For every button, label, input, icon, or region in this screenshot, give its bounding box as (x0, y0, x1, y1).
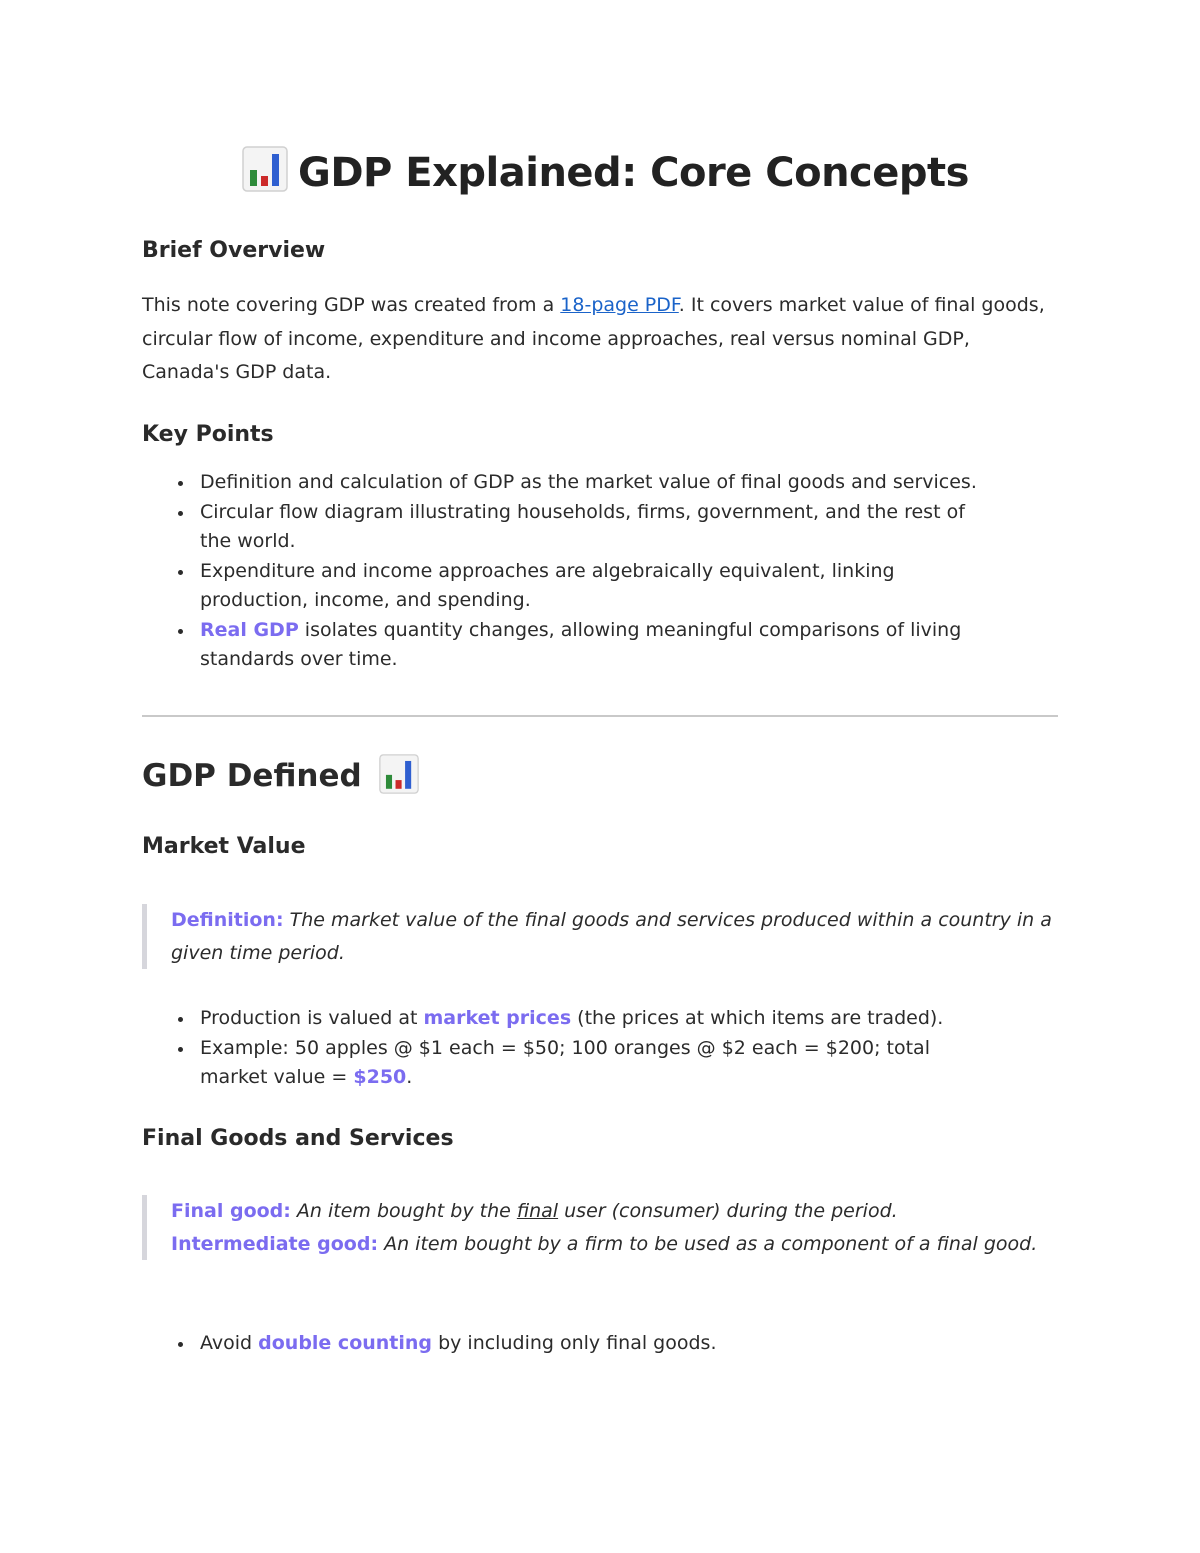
final-goods-list (178, 1329, 998, 1359)
list-item-text: (the prices at which items are traded). (571, 1007, 944, 1029)
overview-text-start: This note covering GDP was created from a (142, 294, 561, 316)
final-underlined: final (516, 1200, 559, 1222)
list-item-text: Avoid (200, 1332, 259, 1354)
market-value-heading: Market Value (142, 834, 306, 859)
bar-chart-icon (379, 754, 419, 794)
total-value-highlight: $250 (353, 1066, 407, 1088)
key-points-heading: Key Points (142, 422, 274, 447)
list-item-text: isolates quantity changes, allowing meaningful comparisons of living standards over time. (200, 618, 962, 670)
overview-text-end: . It covers market value of final goods, circular flow of income, expenditure and income approaches, real versus nominal GDP, Canada's GDP data. (142, 294, 1045, 383)
list-item-text: Production is valued at (200, 1007, 424, 1029)
list-item (178, 1034, 980, 1093)
overview-heading: Brief Overview (142, 238, 326, 263)
definition-text: The market value of the final goods and services produced within a country in a given time period. (171, 909, 1052, 964)
section-divider (142, 715, 1058, 717)
intermediate-good-label: Intermediate good: (171, 1232, 379, 1255)
definition-text: An item bought by a firm to be used as a component of a final good. (378, 1232, 1038, 1255)
list-item-text: Example: 50 apples @ $1 each = $50; 100 oranges @ $2 each = $200; total market value = (200, 1036, 930, 1088)
page-title (242, 146, 969, 196)
list-item (178, 1004, 998, 1034)
final-good-label: Final good: (171, 1200, 291, 1222)
key-points-list (178, 468, 998, 675)
definition-text: user (consumer) during the period. (558, 1200, 898, 1222)
list-item: Circular flow diagram illustrating households, firms, government, and the rest of the world. (178, 498, 998, 557)
list-item-text: . (406, 1066, 413, 1088)
section-heading-text: GDP Defined (142, 758, 362, 794)
final-good-definition (171, 1195, 1058, 1228)
market-prices-highlight: market prices (423, 1007, 572, 1029)
list-item-text: by including only final goods. (432, 1332, 717, 1354)
definition-text: An item bought by the (290, 1200, 517, 1222)
list-item (178, 1329, 998, 1359)
definition-callout (142, 904, 1058, 969)
list-item: Definition and calculation of GDP as the market value of final goods and services. (178, 468, 998, 498)
market-value-list (178, 1004, 998, 1093)
goods-definition-callout (142, 1195, 1058, 1260)
intermediate-good-definition (171, 1228, 1058, 1261)
source-pdf-link[interactable]: 18-page PDF (560, 294, 679, 316)
list-item (178, 616, 998, 675)
list-item: Expenditure and income approaches are algebraically equivalent, linking production, income, and spending. (178, 557, 998, 616)
real-gdp-highlight: Real GDP (200, 618, 299, 641)
page-title-text: GDP Explained: Core Concepts (298, 150, 969, 196)
overview-paragraph (142, 289, 1058, 390)
definition-label: Definition: (171, 909, 284, 931)
bar-chart-icon (242, 146, 288, 192)
double-counting-highlight: double counting (258, 1332, 433, 1354)
section-heading (142, 754, 419, 794)
final-goods-heading: Final Goods and Services (142, 1126, 454, 1151)
